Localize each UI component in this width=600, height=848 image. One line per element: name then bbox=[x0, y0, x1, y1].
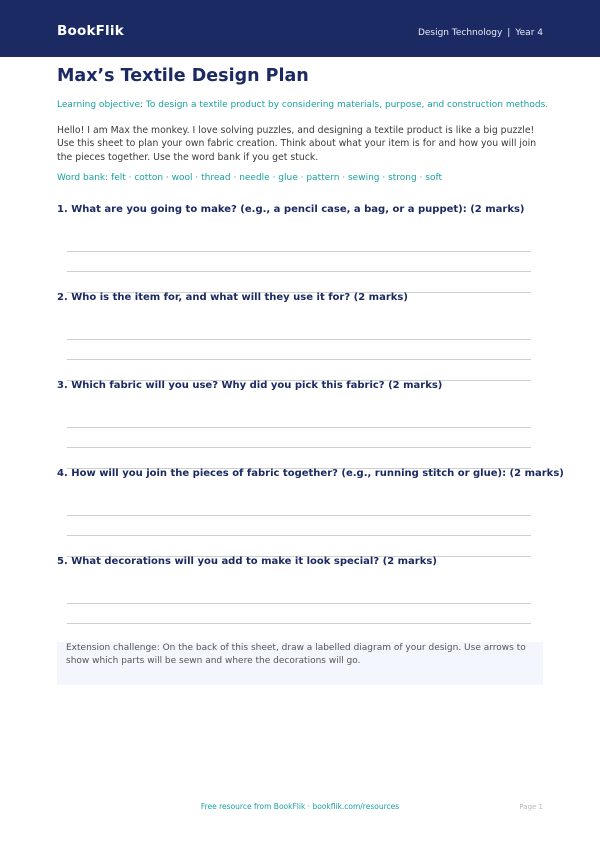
answer-line[interactable] bbox=[67, 359, 531, 360]
intro-paragraph: Hello! I am Max the monkey. I love solving puzzles, and designing a textile product is like a big puzzle! Use this sheet to plan your own fabric creation. Think about what your item is for and how you will join the pieces together. Use the word bank if you get stuck. bbox=[57, 125, 537, 163]
question-5-text: 5. What decorations will you add to make it look special? (2 marks) bbox=[57, 556, 437, 567]
question-2-text: 2. Who is the item for, and what will they use it for? (2 marks) bbox=[57, 292, 408, 303]
question-3-text: 3. Which fabric will you use? Why did you pick this fabric? (2 marks) bbox=[57, 380, 443, 391]
extension-challenge-box bbox=[57, 642, 543, 685]
question-1-text: 1. What are you going to make? (e.g., a pencil case, a bag, or a puppet): (2 marks) bbox=[57, 204, 525, 215]
question-3 bbox=[57, 380, 543, 391]
page-title: Max’s Textile Design Plan bbox=[57, 66, 309, 86]
year-label: Year 4 bbox=[515, 28, 543, 38]
header-meta bbox=[418, 28, 543, 38]
answer-line[interactable] bbox=[67, 515, 531, 516]
answer-line[interactable] bbox=[67, 447, 531, 448]
answer-line[interactable] bbox=[67, 271, 531, 272]
answer-line[interactable] bbox=[67, 339, 531, 340]
word-bank: Word bank: felt · cotton · wool · thread · needle · glue · pattern · sewing · strong · soft bbox=[57, 173, 443, 183]
brand-logo: BookFlik bbox=[57, 23, 124, 39]
question-1 bbox=[57, 204, 543, 215]
answer-line[interactable] bbox=[67, 251, 531, 252]
answer-line[interactable] bbox=[67, 535, 531, 536]
page-number: Page 1 bbox=[519, 803, 543, 811]
footer-source: Free resource from BookFlik · bookflik.com/resources bbox=[200, 802, 400, 811]
answer-line[interactable] bbox=[67, 603, 531, 604]
learning-objective: Learning objective: To design a textile product by considering materials, purpose, and construction methods. bbox=[57, 100, 549, 110]
question-5 bbox=[57, 556, 543, 567]
answer-line[interactable] bbox=[67, 623, 531, 624]
question-4-text: 4. How will you join the pieces of fabric together? (e.g., running stitch or glue): (2 marks) bbox=[57, 468, 564, 479]
header-separator: | bbox=[507, 28, 511, 38]
extension-challenge-text: Extension challenge: On the back of this sheet, draw a labelled diagram of your design. Use arrows to show which parts will be sewn and where the decorations will go. bbox=[66, 643, 526, 666]
header-bar bbox=[0, 0, 600, 57]
question-2 bbox=[57, 292, 543, 303]
answer-line[interactable] bbox=[67, 427, 531, 428]
subject-label: Design Technology bbox=[417, 28, 503, 38]
question-4 bbox=[57, 468, 564, 479]
